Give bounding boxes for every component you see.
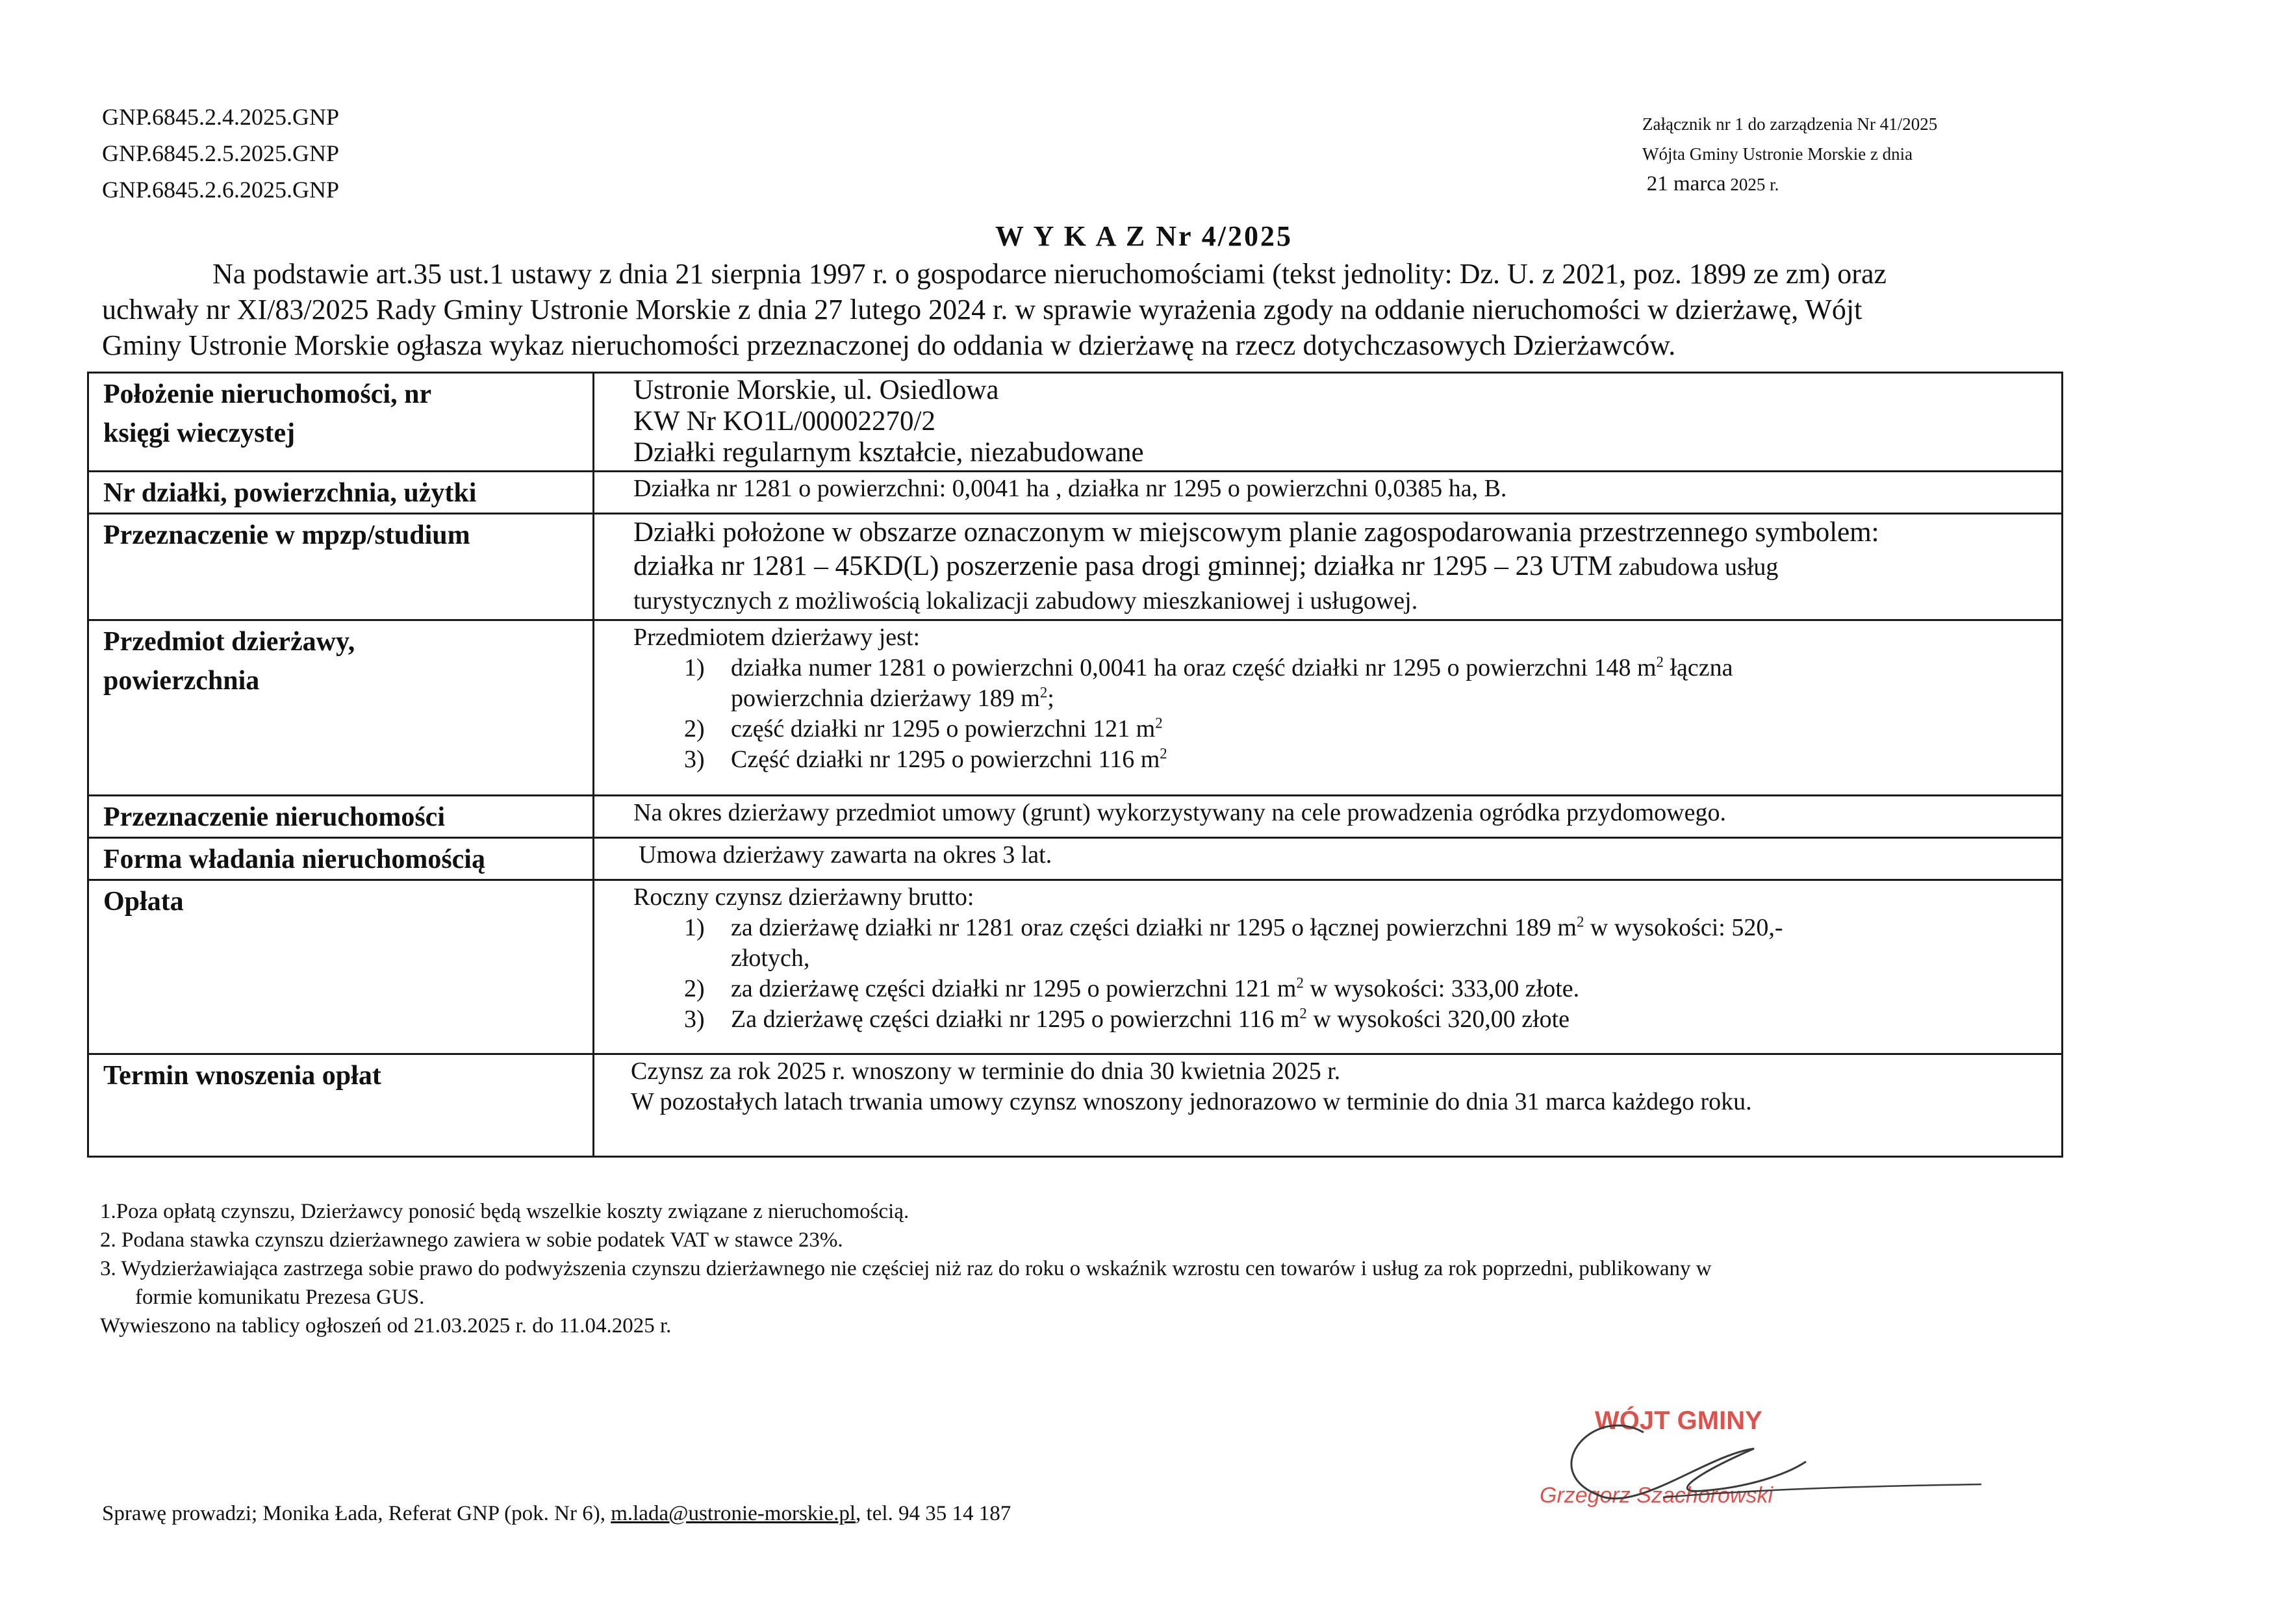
value-fee <box>594 880 2063 1054</box>
label-lease-subject <box>88 620 594 796</box>
label-purpose: Przeznaczenie nieruchomości <box>88 796 594 838</box>
intro-line: uchwały nr XI/83/2025 Rady Gminy Ustronie Morskie z dnia 27 lutego 2024 r. w sprawie wyrażenia zgody na oddanie nieruchomości w dzierżawę, Wójt <box>102 294 1862 325</box>
value-line: Ustronie Morskie, ul. Osiedlowa <box>633 375 999 405</box>
list-item <box>633 974 2055 1004</box>
item-text: powierzchnia dzierżawy 189 m <box>731 685 1040 712</box>
item-text: część działki nr 1295 o powierzchni 121 m <box>731 715 1156 742</box>
item-text: Za dzierżawę części działki nr 1295 o powierzchni 116 m <box>731 1006 1300 1033</box>
item-number: 3) <box>684 1006 705 1033</box>
label-mpzp: Przeznaczenie w mpzp/studium <box>88 514 594 620</box>
list-item <box>633 913 2055 974</box>
contact-text: , tel. 94 35 14 187 <box>856 1502 1011 1525</box>
list-item <box>633 744 2055 775</box>
annex-year: 2025 r. <box>1725 175 1779 194</box>
value-line: KW Nr KO1L/00002270/2 <box>633 406 936 437</box>
footnotes <box>100 1197 2211 1340</box>
value-line: Roczny czynsz dzierżawny brutto: <box>633 883 974 911</box>
item-number: 1) <box>684 914 705 941</box>
value-line: Czynsz za rok 2025 r. wnoszony w terminie do dnia 30 kwietnia 2025 r. <box>631 1058 1341 1085</box>
annex-note <box>1642 109 1937 199</box>
value-ownership: Umowa dzierżawy zawarta na okres 3 lat. <box>594 838 2063 880</box>
value-plots: Działka nr 1281 o powierzchni: 0,0041 ha , działka nr 1295 o powierzchni 0,0385 ha, B. <box>594 472 2063 514</box>
item-number: 3) <box>684 746 705 773</box>
posting-note: Wywieszono na tablicy ogłoszeń od 21.03.2025 r. do 11.04.2025 r. <box>100 1314 672 1338</box>
label-ownership: Forma władania nieruchomością <box>88 838 594 880</box>
annex-line <box>1642 169 1937 199</box>
value-location <box>594 373 2063 472</box>
row-ownership <box>88 838 2063 880</box>
list-item <box>633 1004 2055 1035</box>
item-text: łączna <box>1663 654 1733 681</box>
item-text: ; <box>1047 685 1054 712</box>
doc-ref: GNP.6845.2.4.2025.GNP <box>102 104 340 130</box>
superscript: 2 <box>1155 715 1163 731</box>
property-table <box>87 372 2063 1158</box>
item-text: złotych, <box>731 945 810 972</box>
superscript: 2 <box>1160 745 1167 762</box>
value-lease-subject <box>594 620 2063 796</box>
item-text: w wysokości 320,00 złote <box>1306 1006 1570 1033</box>
item-number: 2) <box>684 715 705 742</box>
lease-items <box>633 653 2055 775</box>
document-references <box>102 99 339 208</box>
label-line: Przedmiot dzierżawy, <box>103 627 355 657</box>
label-fee: Opłata <box>88 880 594 1054</box>
value-line: Działki położone w obszarze oznaczonym w miejscowym planie zagospodarowania przestrzennego symbolem: <box>633 517 1879 548</box>
value-line: turystycznych z możliwością lokalizacji zabudowy mieszkaniowej i usługowej. <box>633 587 1418 615</box>
superscript: 2 <box>1656 653 1664 670</box>
row-lease-subject <box>88 620 2063 796</box>
contact-line <box>102 1502 1011 1526</box>
superscript: 2 <box>1039 684 1048 701</box>
label-line: Położenie nieruchomości, nr <box>103 379 432 409</box>
item-text: w wysokości: 520,- <box>1584 914 1783 941</box>
official-stamp-signature <box>1494 1377 2014 1520</box>
email-link[interactable]: m.lada@ustronie-morskie.pl <box>611 1502 856 1525</box>
list-item <box>633 653 2055 714</box>
footnote: 1.Poza opłatą czynszu, Dzierżawcy ponosić będą wszelkie koszty związane z nieruchomością. <box>100 1200 909 1223</box>
item-text: za dzierżawę części działki nr 1295 o powierzchni 121 m <box>731 975 1297 1002</box>
row-purpose <box>88 796 2063 838</box>
item-number: 2) <box>684 975 705 1002</box>
value-line: Działki regularnym kształcie, niezabudowane <box>633 437 1144 468</box>
item-text: Część działki nr 1295 o powierzchni 116 m <box>731 746 1160 773</box>
value-line: W pozostałych latach trwania umowy czynsz wnoszony jednorazowo w terminie do dnia 31 marca każdego roku. <box>631 1088 1752 1115</box>
annex-line: Wójta Gminy Ustronie Morskie z dnia <box>1642 144 1913 164</box>
row-fee <box>88 880 2063 1054</box>
row-mpzp <box>88 514 2063 620</box>
value-purpose: Na okres dzierżawy przedmiot umowy (grunt) wykorzystywany na cele prowadzenia ogródka przydomowego. <box>594 796 2063 838</box>
value-text: działka nr 1281 – 45KD(L) poszerzenie pasa drogi gminnej; działka nr 1295 – 23 UTM <box>633 551 1612 581</box>
row-plots <box>88 472 2063 514</box>
stamp-name: Grzegorz Szachorowski <box>1540 1483 1773 1508</box>
intro-line: Na podstawie art.35 ust.1 ustawy z dnia 21 sierpnia 1997 r. o gospodarce nieruchomościami (tekst jednolity: Dz. U. z 2021, poz. 1899 ze zm) oraz <box>212 258 1887 290</box>
footnote: 3. Wydzierżawiająca zastrzega sobie prawo do podwyższenia czynszu dzierżawnego nie częściej niż raz do roku o wskaźnik wzrostu cen towarów i usług za rok poprzedni, publikowany w <box>100 1257 1712 1280</box>
annex-line: Załącznik nr 1 do zarządzenia Nr 41/2025 <box>1642 114 1938 134</box>
label-deadline: Termin wnoszenia opłat <box>88 1054 594 1157</box>
item-text: za dzierżawę działki nr 1281 oraz części działki nr 1295 o łącznej powierzchni 189 m <box>731 914 1577 941</box>
superscript: 2 <box>1296 974 1304 991</box>
item-text: w wysokości: 333,00 złote. <box>1303 975 1580 1002</box>
doc-ref: GNP.6845.2.5.2025.GNP <box>102 140 340 166</box>
item-text: działka numer 1281 o powierzchni 0,0041 ha oraz część działki nr 1295 o powierzchni 148 m <box>731 654 1657 681</box>
label-line: księgi wieczystej <box>103 418 296 448</box>
footnote: formie komunikatu Prezesa GUS. <box>135 1286 425 1309</box>
value-line: Przedmiotem dzierżawy jest: <box>633 624 921 651</box>
contact-text: Sprawę prowadzi; Monika Łada, Referat GNP (pok. Nr 6), <box>102 1502 611 1525</box>
doc-ref: GNP.6845.2.6.2025.GNP <box>102 177 340 203</box>
item-number: 1) <box>684 654 705 681</box>
label-line: powierzchnia <box>103 666 260 696</box>
superscript: 2 <box>1299 1005 1307 1022</box>
stamp-title: WÓJT GMINY <box>1595 1406 1762 1435</box>
value-text: zabudowa usług <box>1612 553 1779 581</box>
label-plots: Nr działki, powierzchnia, użytki <box>88 472 594 514</box>
row-location <box>88 373 2063 472</box>
value-line <box>633 550 2055 584</box>
signature-svg <box>1494 1377 2014 1520</box>
intro-line: Gminy Ustronie Morskie ogłasza wykaz nieruchomości przeznaczonej do oddania w dzierżawę na rzecz dotychczasowych Dzierżawców. <box>102 329 1676 361</box>
label-location <box>88 373 594 472</box>
annex-date: 21 marca <box>1646 172 1726 196</box>
page-title: W Y K A Z Nr 4/2025 <box>995 220 1293 252</box>
intro-paragraph <box>102 256 2148 363</box>
superscript: 2 <box>1576 913 1584 930</box>
value-mpzp <box>594 514 2063 620</box>
list-item <box>633 714 2055 744</box>
footnote: 2. Podana stawka czynszu dzierżawnego zawiera w sobie podatek VAT w stawce 23%. <box>100 1228 843 1252</box>
value-deadline <box>594 1054 2063 1157</box>
fee-items <box>633 913 2055 1035</box>
row-deadline <box>88 1054 2063 1157</box>
